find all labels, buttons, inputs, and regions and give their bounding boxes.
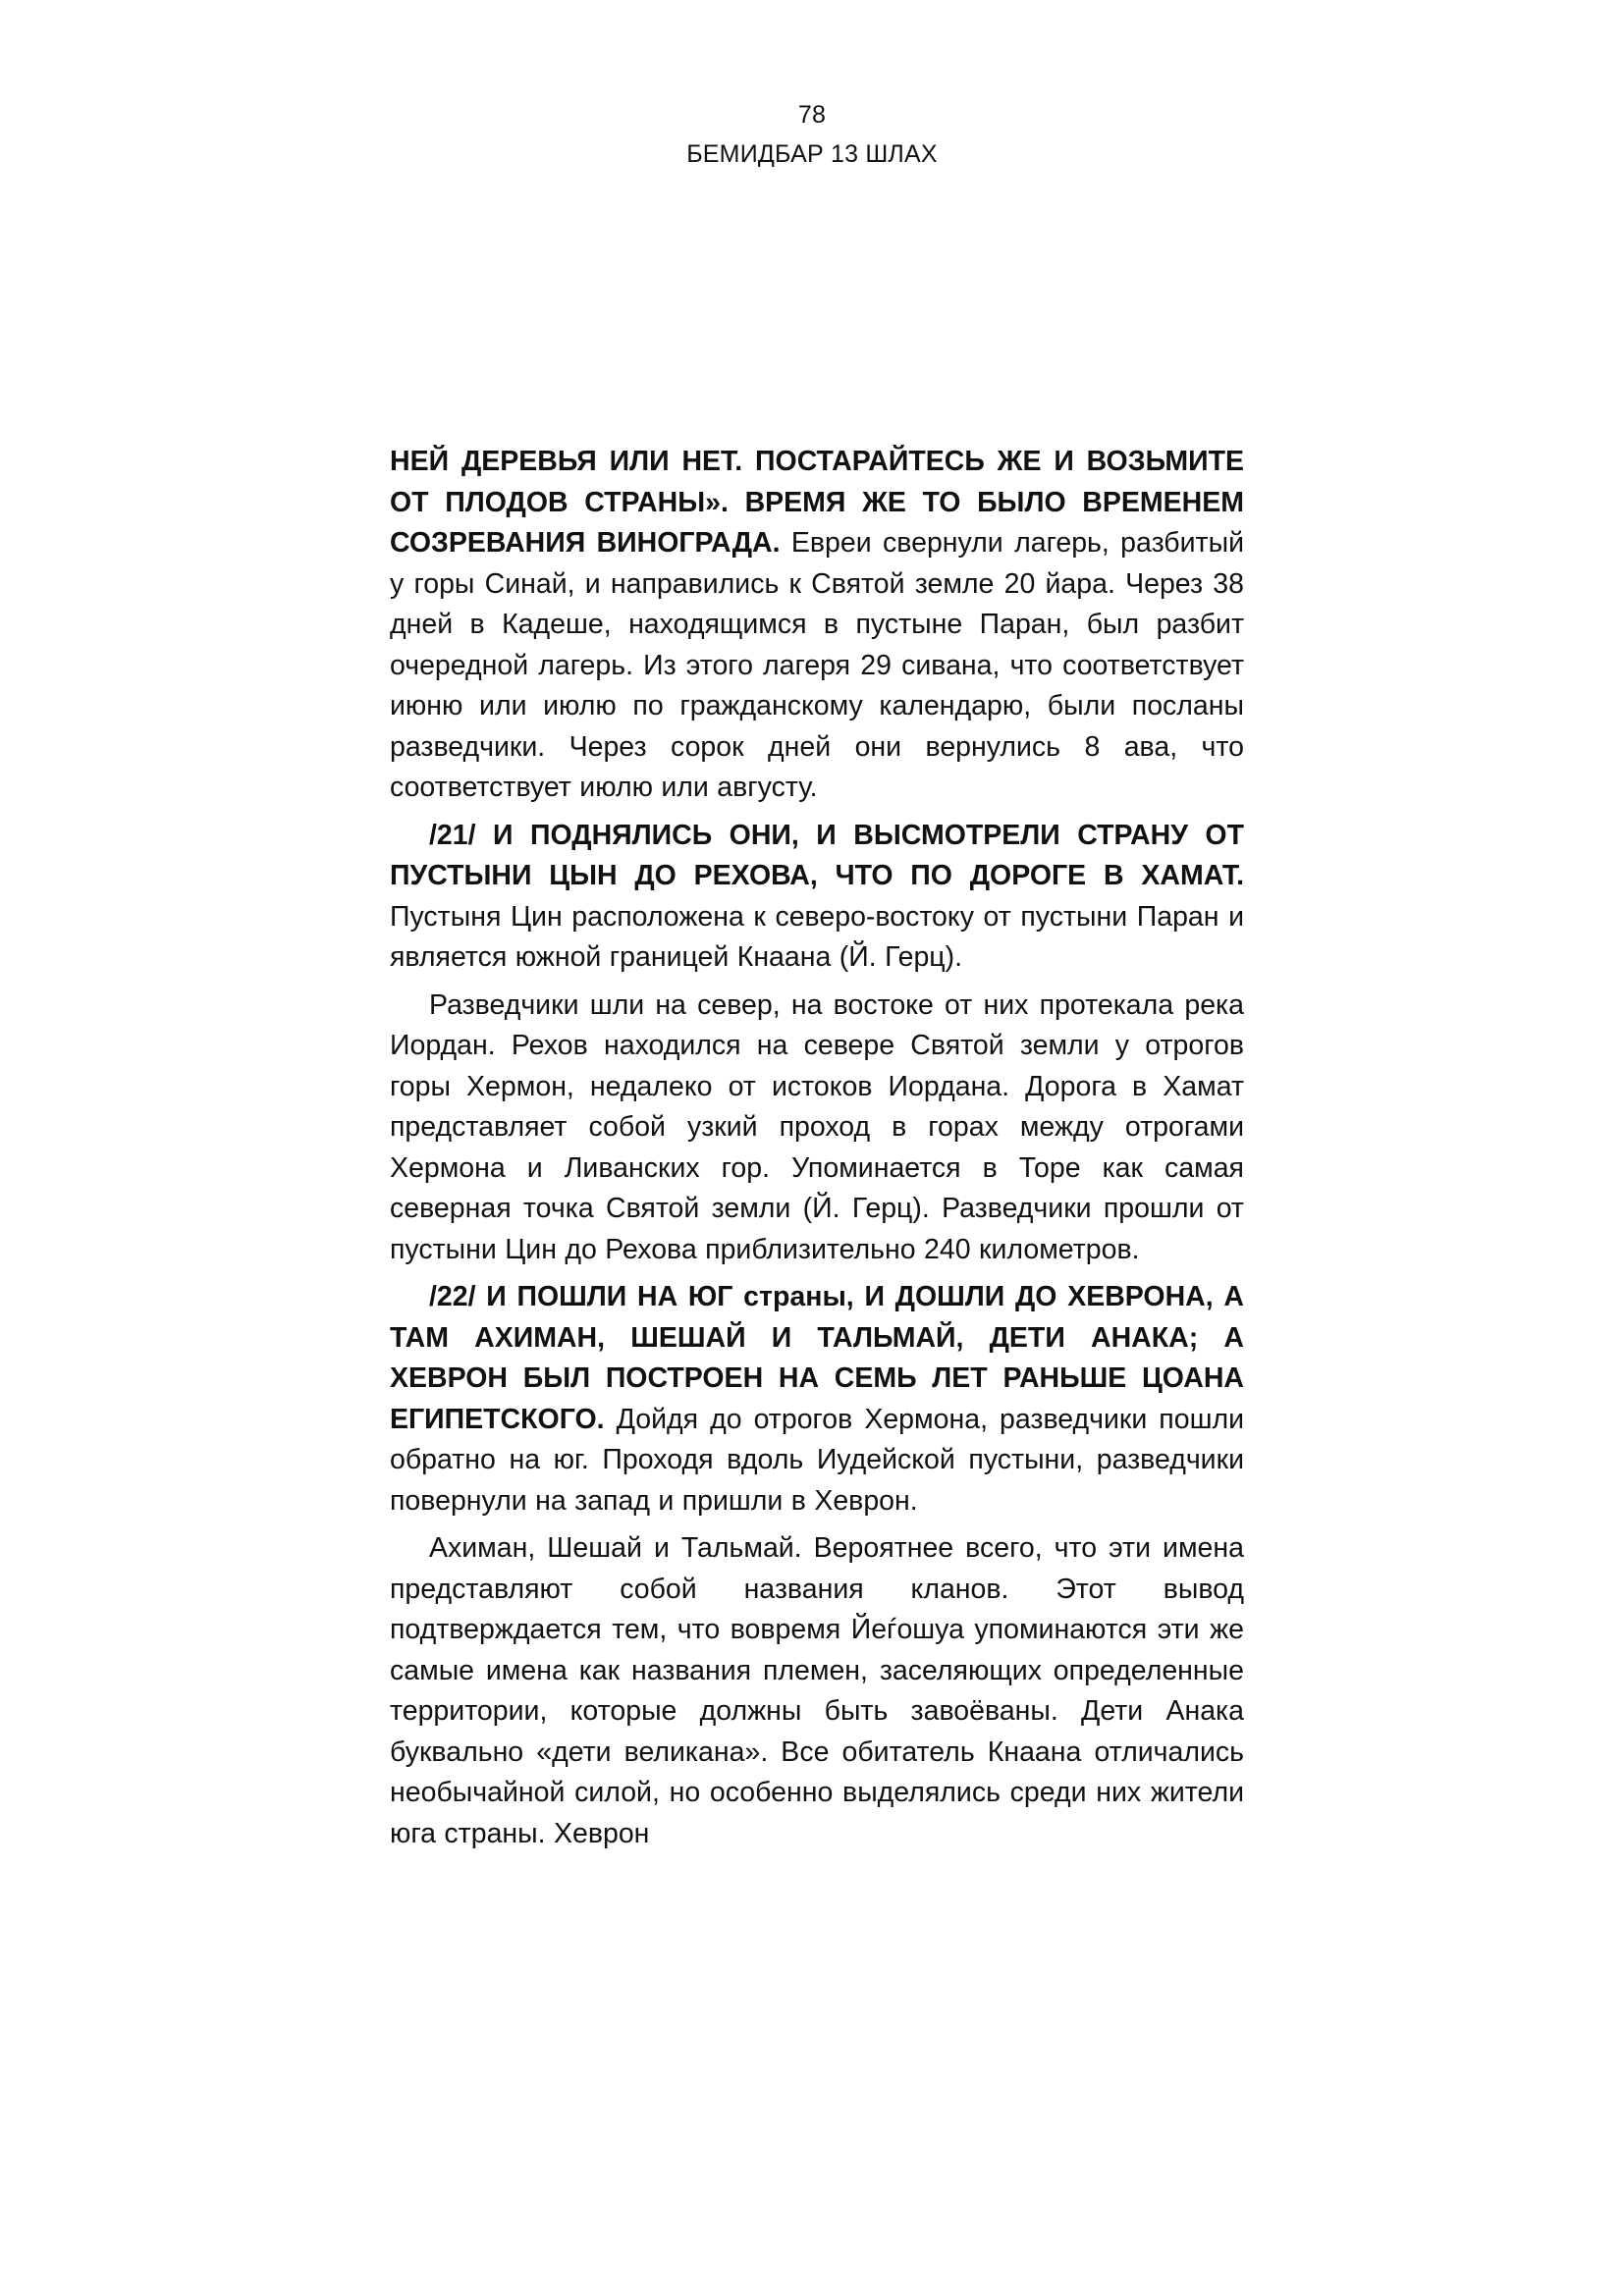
commentary-text: Разведчики шли на север, на востоке от них протекала река Иордан. Рехов находился на севере Святой земли у отрогов горы Хермон, недалеко от истоков Иордана. Дорога в Хамат представляет собой узкий проход в горах между отрогами Хермона и Ливанских гор. Упоминается в Торе как самая северная точка Святой земли (Й. Герц). Разведчики прошли от пустыни Цин до Рехова приблизительно 240 километров.	[390, 988, 1244, 1265]
paragraph-3	[390, 986, 1244, 1271]
page-number: 78	[797, 101, 827, 129]
verse-heading-inserted-word: страны	[743, 1281, 846, 1312]
commentary-text: Пустыня Цин расположена к северо-востоку от пустыни Паран и является южной границей Кнаана (Й. Герц).	[390, 900, 1244, 973]
paragraph-5	[390, 1528, 1244, 1854]
verse-heading-part-b: , И ДОШЛИ ДО ХЕВРОНА, А ТАМ АХИМАН, ШЕШАЙ И ТАЛЬМАЙ, ДЕТИ АНАКА; А ХЕВРОН БЫЛ ПОСТРОЕН НА СЕМЬ ЛЕТ РАНЬШЕ ЦОАНА ЕГИПЕТСКОГО.	[390, 1281, 1244, 1435]
commentary-text: Ахиман, Шешай и Тальмай. Вероятнее всего, что эти имена представляют собой названия кланов. Этот вывод подтверждается тем, что вовремя Йеѓошуа упоминаются эти же самые имена как названия племен, заселяющих определенные территории, которые должны быть завоёваны. Дети Анака буквально «дети великана». Все обитатель Кнаана отличались необычайной силой, но особенно выделялись среди них жители юга страны. Хеврон	[390, 1532, 1244, 1849]
running-title: БЕМИДБАР 13 ШЛАХ	[686, 140, 938, 168]
paragraph-4	[390, 1277, 1244, 1522]
verse-heading-part-a: /22/ И ПОШЛИ НА ЮГ	[429, 1281, 744, 1312]
commentary-text: Дойдя до отрогов Хермона, разведчики пошли обратно на юг. Проходя вдоль Иудейской пустыни, разведчики повернули на запад и пришли в Хеврон.	[390, 1403, 1244, 1517]
commentary-text: Евреи свернули лагерь, разбитый у горы Синай, и направились к Святой земле 20 йара. Через 38 дней в Кадеше, находящимся в пустыне Паран, был разбит очередной лагерь. Из этого лагеря 29 сивана, что соответствует июню или июлю по гражданскому календарю, были посланы разведчики. Через сорок дней они вернулись 8 ава, что соответствует июлю или августу.	[390, 527, 1245, 803]
verse-heading-20: НЕЙ ДЕРЕВЬЯ ИЛИ НЕТ. ПОСТАРАЙТЕСЬ ЖЕ И ВОЗЬМИТЕ ОТ ПЛОДОВ СТРАНЫ». ВРЕМЯ ЖЕ ТО БЫЛО ВРЕМЕНЕМ СОЗРЕВАНИЯ ВИНОГРАДА.	[390, 446, 1244, 559]
paragraph-2	[390, 816, 1244, 979]
paragraph-1	[390, 442, 1244, 809]
verse-heading-21: /21/ И ПОДНЯЛИСЬ ОНИ, И ВЫСМОТРЕЛИ СТРАНУ ОТ ПУСТЫНИ ЦЫН ДО РЕХОВА, ЧТО ПО ДОРОГЕ В ХАМАТ.	[390, 819, 1244, 891]
body-text	[390, 442, 1244, 1854]
